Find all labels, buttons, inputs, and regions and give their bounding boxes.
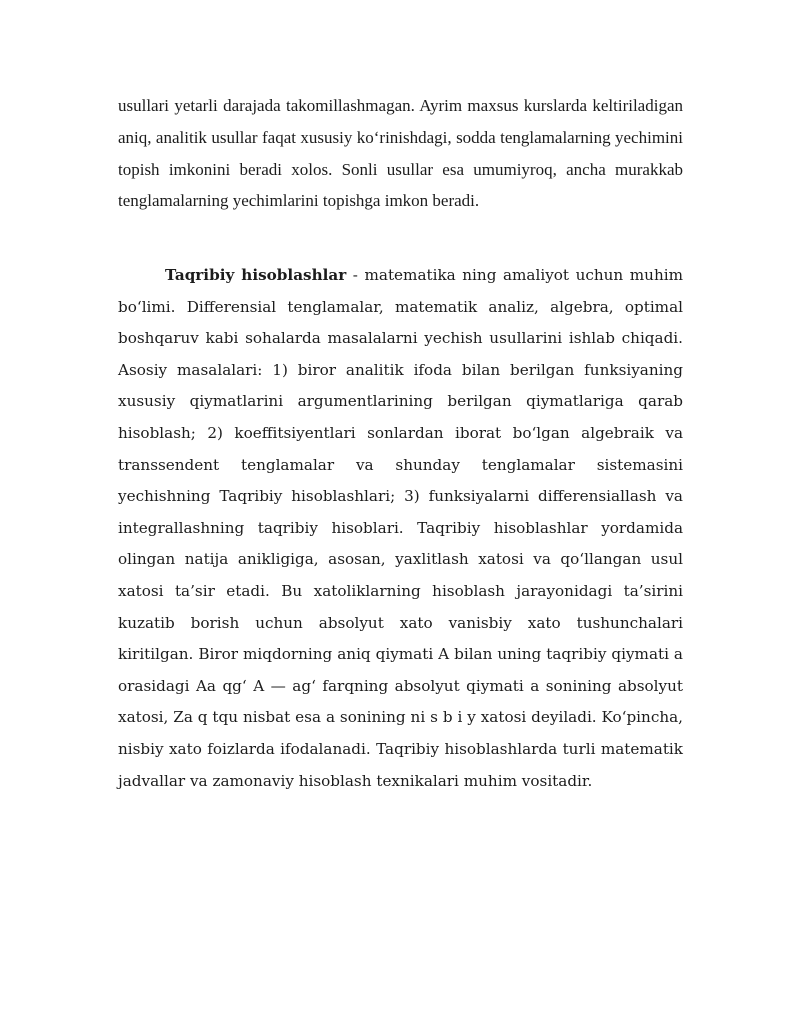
paragraph-body: - matematika ning amaliyot uchun muhim bo‘limi. Differensial tenglamalar, matematik analiz, algebra, optimal boshqaruv kabi sohalarda masalalarni yechish usullarini ishlab chiqadi. Asosiy masalalari: 1) biror analitik ifoda bilan berilgan funksiyaning xususiy qiymatlarini argumentlarining berilgan qiymatlariga qarab hisoblash; 2) koeffitsiyentlari sonlardan iborat bo‘lgan algebraik va transsendent tenglamalar va shunday tenglamalar sistemasini yechishning Taqribiy hisoblashlari; 3) funksiyalarni differensiallash va integrallashning taqribiy hisoblari. Taqribiy hisoblashlar yordamida olingan natija anikligiga, asosan, yaxlitlash xatosi va qo‘llangan usul xatosi ta’sir etadi. Bu xatoliklarning hisoblash jarayonidagi ta’sirini kuzatib borish uchun absolyut xato vanisbiy xato tushunchalari kiritilgan. Biror miqdorning aniq qiymati A bilan uning taqribiy qiymati a orasidagi Aa qg‘ A — ag‘ farqning absolyut qiymati a sonining absolyut xatosi, Za q tqu nisbat esa a sonining ni s b i y xatosi deyiladi. Ko‘pincha, nisbiy xato foizlarda ifodalanadi. Taqribiy hisoblashlarda turli matematik jadvallar va zamonaviy hisoblash texnikalari muhim vositadir. bbox=[118, 266, 683, 790]
paragraph-term: Taqribiy hisoblashlar bbox=[165, 266, 347, 284]
paragraph-taqribiy-hisoblashlar bbox=[118, 260, 683, 797]
paragraph-intro: usullari yetarli darajada takomillashmagan. Ayrim maxsus kurslarda keltiriladigan aniq, analitik usullar faqat xususiy ko‘rinishdagi, sodda tenglamalarning yechimini topish imkonini beradi xolos. Sonli usullar esa umumiyroq, ancha murakkab tenglamalarning yechimlarini topishga imkon beradi. bbox=[118, 96, 683, 211]
